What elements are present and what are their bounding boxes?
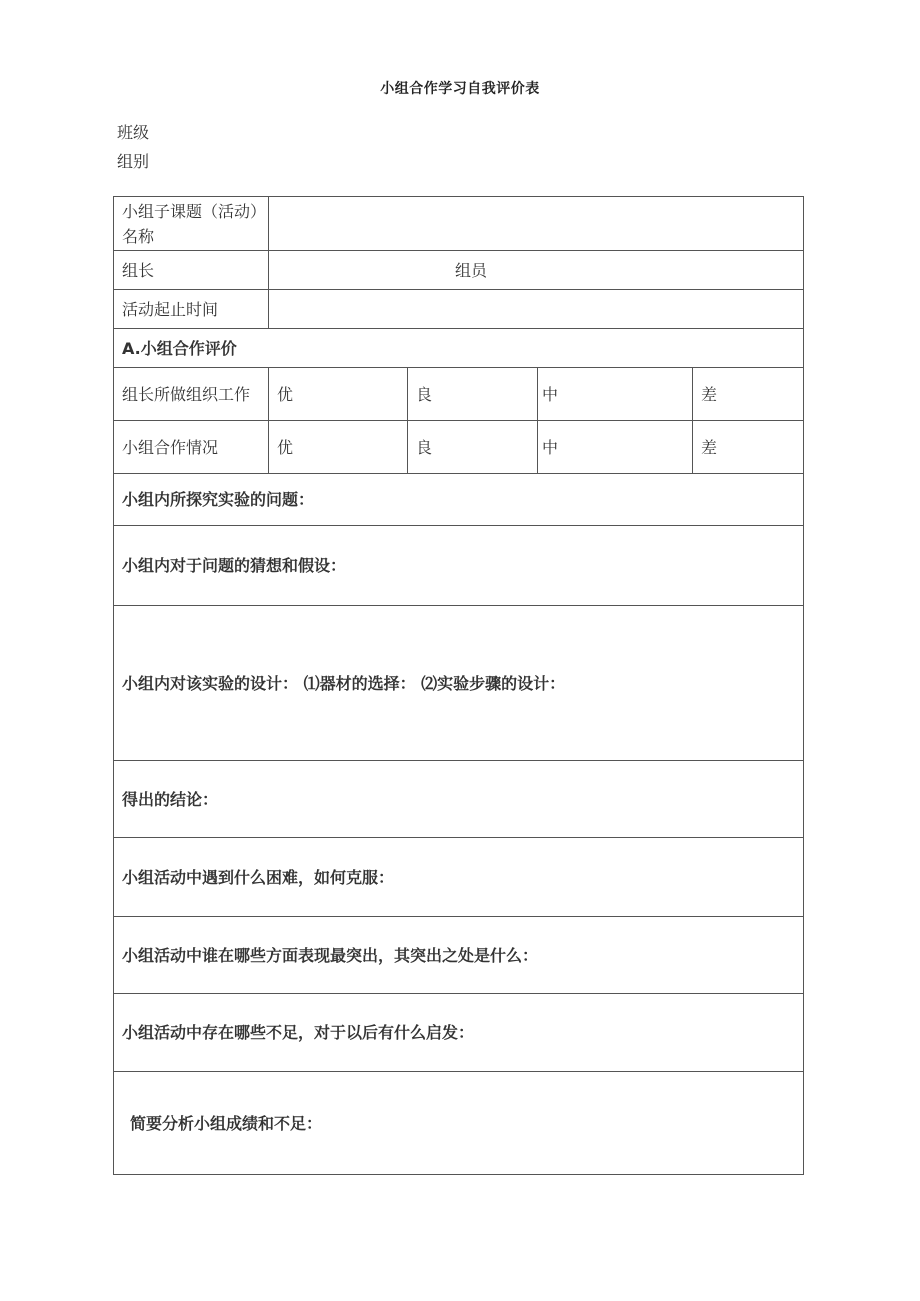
rating-row-label: 小组合作情况 [114, 421, 269, 474]
group-label: 组别 [117, 152, 150, 171]
prompt-hypothesis[interactable]: 小组内对于问题的猜想和假设： [114, 526, 804, 606]
prompt-row-hypothesis [114, 526, 804, 606]
prompt-row-difficulties [114, 838, 804, 917]
class-label: 班级 [117, 123, 150, 142]
prompt-row-analysis [114, 1072, 804, 1175]
member-label: 组员 [455, 260, 488, 280]
rating-option-fair[interactable]: 中 [538, 421, 693, 474]
rating-row-label: 组长所做组织工作 [114, 368, 269, 421]
prompt-problem[interactable]: 小组内所探究实验的问题： [114, 474, 804, 526]
leader-row [114, 251, 804, 290]
prompt-row-problem [114, 474, 804, 526]
period-row [114, 290, 804, 329]
section-a-row [114, 329, 804, 368]
section-a-heading: A.小组合作评价 [114, 329, 804, 368]
page-title: 小组合作学习自我评价表 [380, 81, 540, 97]
topic-label: 小组子课题（活动）名称 [114, 197, 269, 251]
prompt-row-shortcomings [114, 994, 804, 1072]
leader-label: 组长 [114, 251, 269, 290]
prompt-conclusion[interactable]: 得出的结论： [114, 761, 804, 838]
topic-row [114, 197, 804, 251]
rating-row [114, 368, 804, 421]
period-value-cell[interactable] [269, 290, 804, 329]
prompt-row-conclusion [114, 761, 804, 838]
prompt-row-outstanding [114, 917, 804, 994]
rating-option-fair[interactable]: 中 [538, 368, 693, 421]
rating-option-good[interactable]: 良 [408, 421, 538, 474]
prompt-outstanding[interactable]: 小组活动中谁在哪些方面表现最突出，其突出之处是什么： [114, 917, 804, 994]
prompt-shortcomings[interactable]: 小组活动中存在哪些不足，对于以后有什么启发： [114, 994, 804, 1072]
evaluation-form-table [113, 196, 804, 1175]
rating-option-poor[interactable]: 差 [693, 421, 804, 474]
prompt-analysis[interactable]: 简要分析小组成绩和不足： [114, 1072, 804, 1175]
topic-value-cell[interactable] [269, 197, 804, 251]
rating-option-poor[interactable]: 差 [693, 368, 804, 421]
rating-row [114, 421, 804, 474]
rating-option-excellent[interactable]: 优 [269, 368, 408, 421]
period-label: 活动起止时间 [114, 290, 269, 329]
rating-option-excellent[interactable]: 优 [269, 421, 408, 474]
prompt-row-design [114, 606, 804, 761]
rating-option-good[interactable]: 良 [408, 368, 538, 421]
prompt-design[interactable]: 小组内对该实验的设计： ⑴器材的选择： ⑵实验步骤的设计： [114, 606, 804, 761]
prompt-difficulties[interactable]: 小组活动中遇到什么困难，如何克服： [114, 838, 804, 917]
leader-member-cell[interactable] [269, 251, 804, 290]
